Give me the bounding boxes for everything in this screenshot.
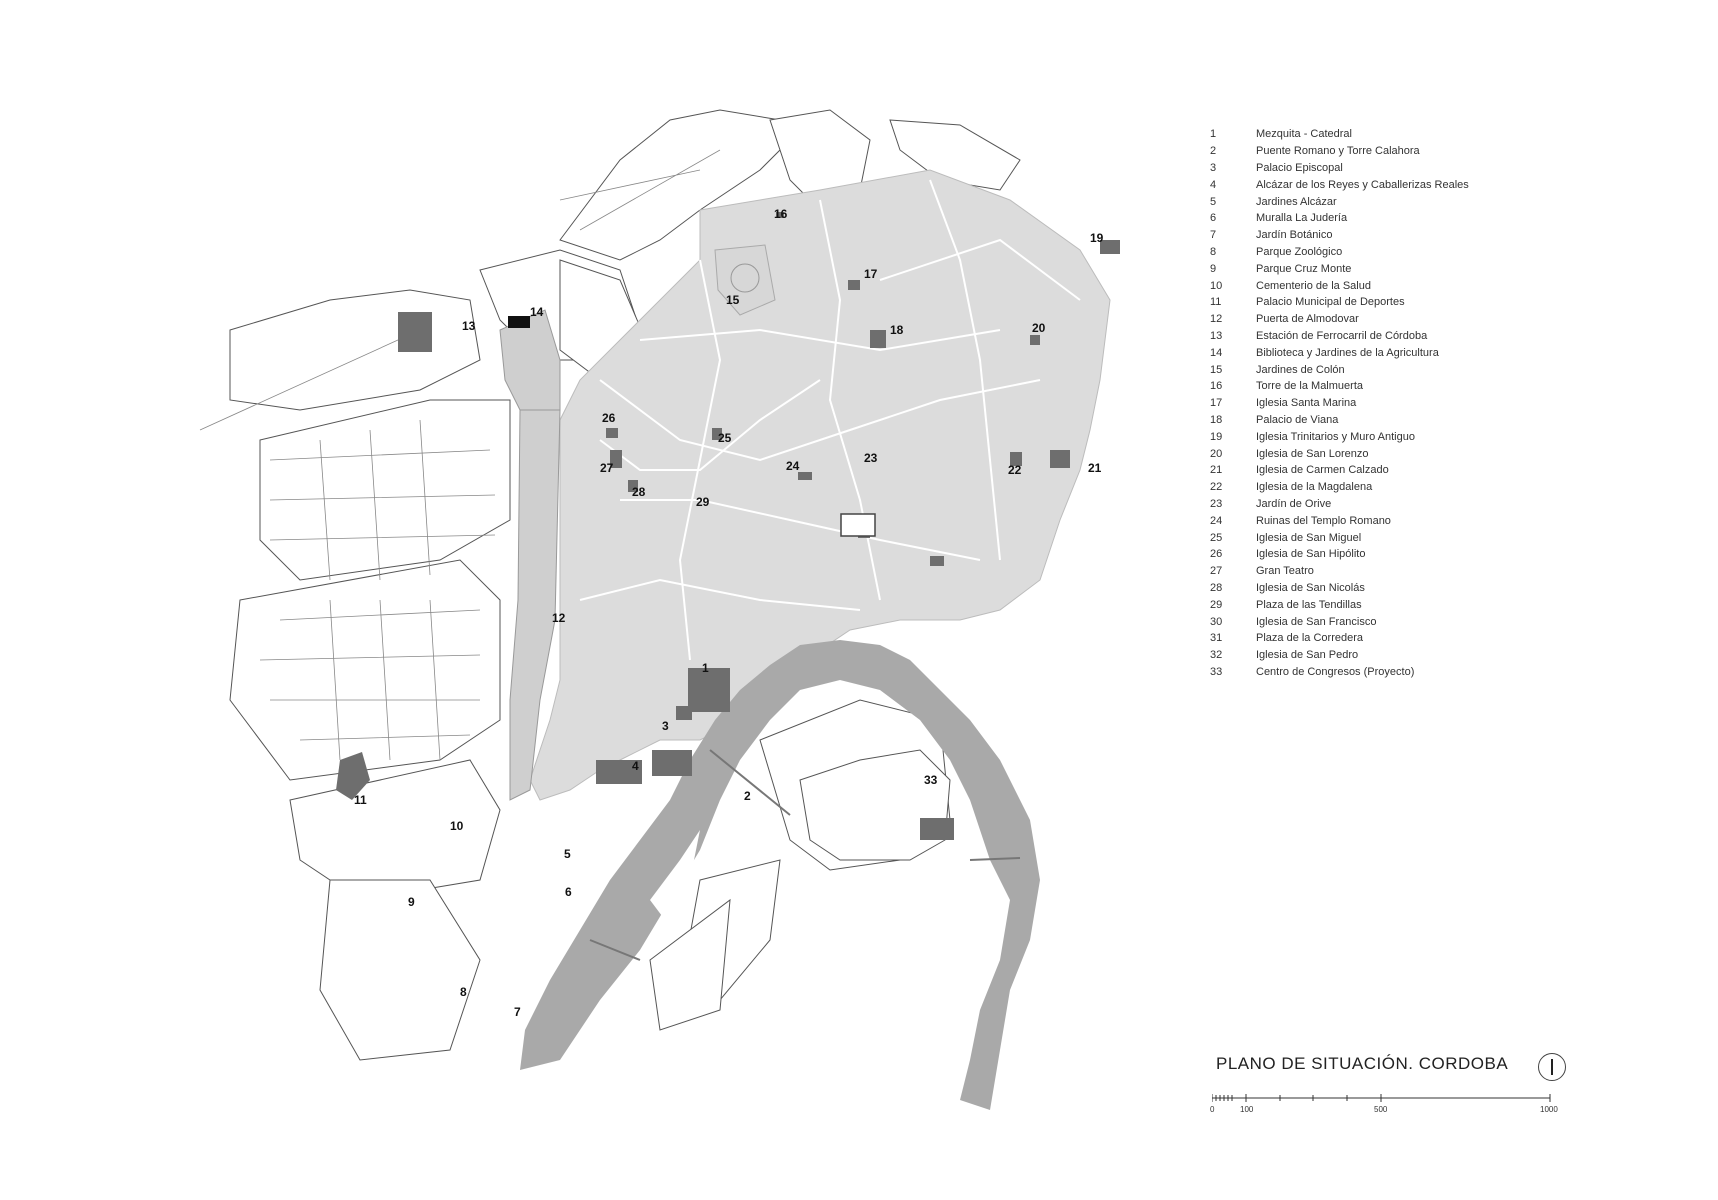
legend-label: Jardines Alcázar: [1256, 195, 1337, 208]
legend-item: [1210, 344, 1670, 361]
legend-number: 32: [1210, 649, 1223, 662]
legend-item: [1210, 412, 1670, 429]
legend-number: 24: [1210, 514, 1223, 527]
legend-number: 13: [1210, 329, 1223, 342]
north-needle: [1551, 1059, 1553, 1075]
legend-number: 25: [1210, 531, 1223, 544]
legend-label: Palacio Episcopal: [1256, 161, 1343, 174]
legend-number: 33: [1210, 665, 1223, 678]
legend-label: Iglesia de San Hipólito: [1256, 548, 1366, 561]
legend-number: 20: [1210, 447, 1223, 460]
svg-text:27: 27: [600, 461, 614, 475]
legend-item: [1210, 647, 1670, 664]
legend-item: [1210, 529, 1670, 546]
landmark-carmen-calzado: [1050, 450, 1070, 468]
legend-number: 27: [1210, 565, 1223, 578]
legend-label: Biblioteca y Jardines de la Agricultura: [1256, 346, 1439, 359]
landmark-viana: [870, 330, 886, 348]
scale-bar-graphic: [1212, 1092, 1572, 1106]
scale-label-0: 0: [1210, 1105, 1215, 1114]
legend-label: Muralla La Judería: [1256, 212, 1348, 225]
legend-item: [1210, 496, 1670, 513]
scale-label-500: 500: [1374, 1105, 1388, 1114]
legend-item: [1210, 260, 1670, 277]
legend-number: 14: [1210, 346, 1223, 359]
svg-text:1: 1: [702, 661, 709, 675]
legend-number: 10: [1210, 279, 1223, 292]
landmark-biblioteca: [508, 316, 530, 328]
svg-text:17: 17: [864, 267, 878, 281]
legend-item: [1210, 277, 1670, 294]
landmark-san-lorenzo: [1030, 335, 1040, 345]
legend-label: Plaza de las Tendillas: [1256, 598, 1362, 611]
legend-item: [1210, 580, 1670, 597]
legend-item: [1210, 630, 1670, 647]
landmark-san-pedro: [930, 556, 944, 566]
svg-text:3: 3: [662, 719, 669, 733]
legend-label: Estación de Ferrocarril de Córdoba: [1256, 329, 1428, 342]
legend-item: [1210, 445, 1670, 462]
svg-text:24: 24: [786, 459, 800, 473]
legend-item: [1210, 210, 1670, 227]
legend-item: [1210, 596, 1670, 613]
svg-text:33: 33: [924, 773, 938, 787]
legend-number: 17: [1210, 397, 1223, 410]
legend-number: 1: [1210, 128, 1217, 141]
scale-label-100: 100: [1240, 1105, 1254, 1114]
svg-text:6: 6: [565, 885, 572, 899]
legend-label: Iglesia de San Nicolás: [1256, 581, 1365, 594]
svg-text:26: 26: [602, 411, 616, 425]
legend-number: 11: [1210, 296, 1222, 309]
legend-number: 2: [1210, 145, 1217, 158]
legend-item: [1210, 227, 1670, 244]
svg-text:5: 5: [564, 847, 571, 861]
legend-item: [1210, 311, 1670, 328]
legend-label: Jardín de Orive: [1256, 497, 1332, 510]
legend-item: [1210, 512, 1670, 529]
legend-item: [1210, 613, 1670, 630]
legend-number: 26: [1210, 548, 1223, 561]
landmark-santa-marina: [848, 280, 860, 290]
svg-text:18: 18: [890, 323, 904, 337]
svg-text:16: 16: [774, 207, 788, 221]
legend-number: 18: [1210, 413, 1223, 426]
legend-item: [1210, 244, 1670, 261]
legend-item: [1210, 563, 1670, 580]
svg-text:10: 10: [450, 819, 464, 833]
legend-number: 8: [1210, 245, 1217, 258]
svg-text:13: 13: [462, 319, 476, 333]
svg-text:9: 9: [408, 895, 415, 909]
legend-label: Alcázar de los Reyes y Caballerizas Reales: [1256, 178, 1469, 191]
legend-label: Plaza de la Corredera: [1256, 632, 1364, 645]
svg-text:11: 11: [354, 793, 367, 807]
legend-label: Gran Teatro: [1256, 565, 1314, 578]
old-town: [530, 170, 1110, 800]
landmark-palacio-episcopal: [676, 706, 692, 720]
legend-label: Ruinas del Templo Romano: [1256, 514, 1391, 527]
legend-label: Palacio Municipal de Deportes: [1256, 296, 1405, 309]
legend-number: 3: [1210, 161, 1217, 174]
map-title: PLANO DE SITUACIÓN. CORDOBA: [1216, 1054, 1509, 1073]
legend-label: Parque Cruz Monte: [1256, 262, 1352, 275]
svg-text:29: 29: [696, 495, 710, 509]
legend-label: Palacio de Viana: [1256, 413, 1339, 426]
svg-text:23: 23: [864, 451, 878, 465]
north-arrow-icon: [1538, 1053, 1566, 1081]
svg-text:7: 7: [514, 1005, 521, 1019]
landmark-caballerizas: [652, 750, 692, 776]
legend-item: [1210, 546, 1670, 563]
svg-text:25: 25: [718, 431, 732, 445]
legend-number: 29: [1210, 598, 1223, 611]
legend-number: 16: [1210, 380, 1223, 393]
landmark-templo-romano: [798, 472, 812, 480]
legend-number: 19: [1210, 430, 1223, 443]
legend-label: Centro de Congresos (Proyecto): [1256, 665, 1415, 678]
svg-text:20: 20: [1032, 321, 1046, 335]
legend-label: Cementerio de la Salud: [1256, 279, 1371, 292]
legend-item: [1210, 193, 1670, 210]
legend-item: [1210, 160, 1670, 177]
legend-number: 9: [1210, 262, 1217, 275]
legend-label: Jardín Botánico: [1256, 229, 1333, 242]
landmark-estacion: [398, 312, 432, 352]
legend-item: [1210, 462, 1670, 479]
legend-item: [1210, 176, 1670, 193]
legend-number: 6: [1210, 212, 1217, 225]
legend-item: [1210, 294, 1670, 311]
svg-text:8: 8: [460, 985, 467, 999]
legend-item: [1210, 361, 1670, 378]
legend-label: Iglesia de San Miguel: [1256, 531, 1362, 544]
legend-label: Iglesia de San Pedro: [1256, 649, 1359, 662]
landmark-mezquita: [688, 668, 730, 712]
svg-text:28: 28: [632, 485, 646, 499]
legend-label: Torre de la Malmuerta: [1256, 380, 1363, 393]
legend-number: 15: [1210, 363, 1223, 376]
scale-label-1000: 1000: [1540, 1105, 1558, 1114]
legend-number: 7: [1210, 229, 1217, 242]
legend-item: [1210, 328, 1670, 345]
legend-item: [1210, 395, 1670, 412]
legend-label: Puente Romano y Torre Calahora: [1256, 145, 1420, 158]
svg-text:15: 15: [726, 293, 740, 307]
legend-label: Jardines de Colón: [1256, 363, 1345, 376]
legend-item: [1210, 126, 1670, 143]
legend-label: Iglesia de San Francisco: [1256, 615, 1377, 628]
legend-item: [1210, 428, 1670, 445]
legend-label: Iglesia de Carmen Calzado: [1256, 464, 1389, 477]
legend-label: Puerta de Almodovar: [1256, 313, 1359, 326]
legend-item: [1210, 378, 1670, 395]
landmark-centro-congresos: [920, 818, 954, 840]
scale-bar: [1212, 1092, 1572, 1122]
legend-label: Iglesia Santa Marina: [1256, 397, 1357, 410]
legend-number: 30: [1210, 615, 1223, 628]
legend-number: 23: [1210, 497, 1223, 510]
legend: [1210, 126, 1670, 680]
legend-label: Iglesia Trinitarios y Muro Antiguo: [1256, 430, 1415, 443]
svg-text:19: 19: [1090, 231, 1104, 245]
svg-text:4: 4: [632, 759, 639, 773]
legend-item: [1210, 143, 1670, 160]
legend-number: 22: [1210, 481, 1223, 494]
legend-number: 28: [1210, 581, 1223, 594]
svg-text:12: 12: [552, 611, 566, 625]
legend-item: [1210, 479, 1670, 496]
svg-text:22: 22: [1008, 463, 1022, 477]
svg-text:21: 21: [1088, 461, 1102, 475]
legend-number: 31: [1210, 632, 1223, 645]
svg-text:2: 2: [744, 789, 751, 803]
landmark-plaza-corredera: [841, 514, 875, 536]
legend-label: Iglesia de la Magdalena: [1256, 481, 1373, 494]
legend-label: Parque Zoológico: [1256, 245, 1343, 258]
legend-item: [1210, 664, 1670, 681]
landmark-san-hipolito: [606, 428, 618, 438]
legend-number: 12: [1210, 313, 1223, 326]
legend-label: Iglesia de San Lorenzo: [1256, 447, 1369, 460]
legend-number: 4: [1210, 178, 1217, 191]
svg-text:14: 14: [530, 305, 544, 319]
legend-label: Mezquita - Catedral: [1256, 128, 1352, 141]
legend-number: 5: [1210, 195, 1217, 208]
legend-number: 21: [1210, 464, 1223, 477]
